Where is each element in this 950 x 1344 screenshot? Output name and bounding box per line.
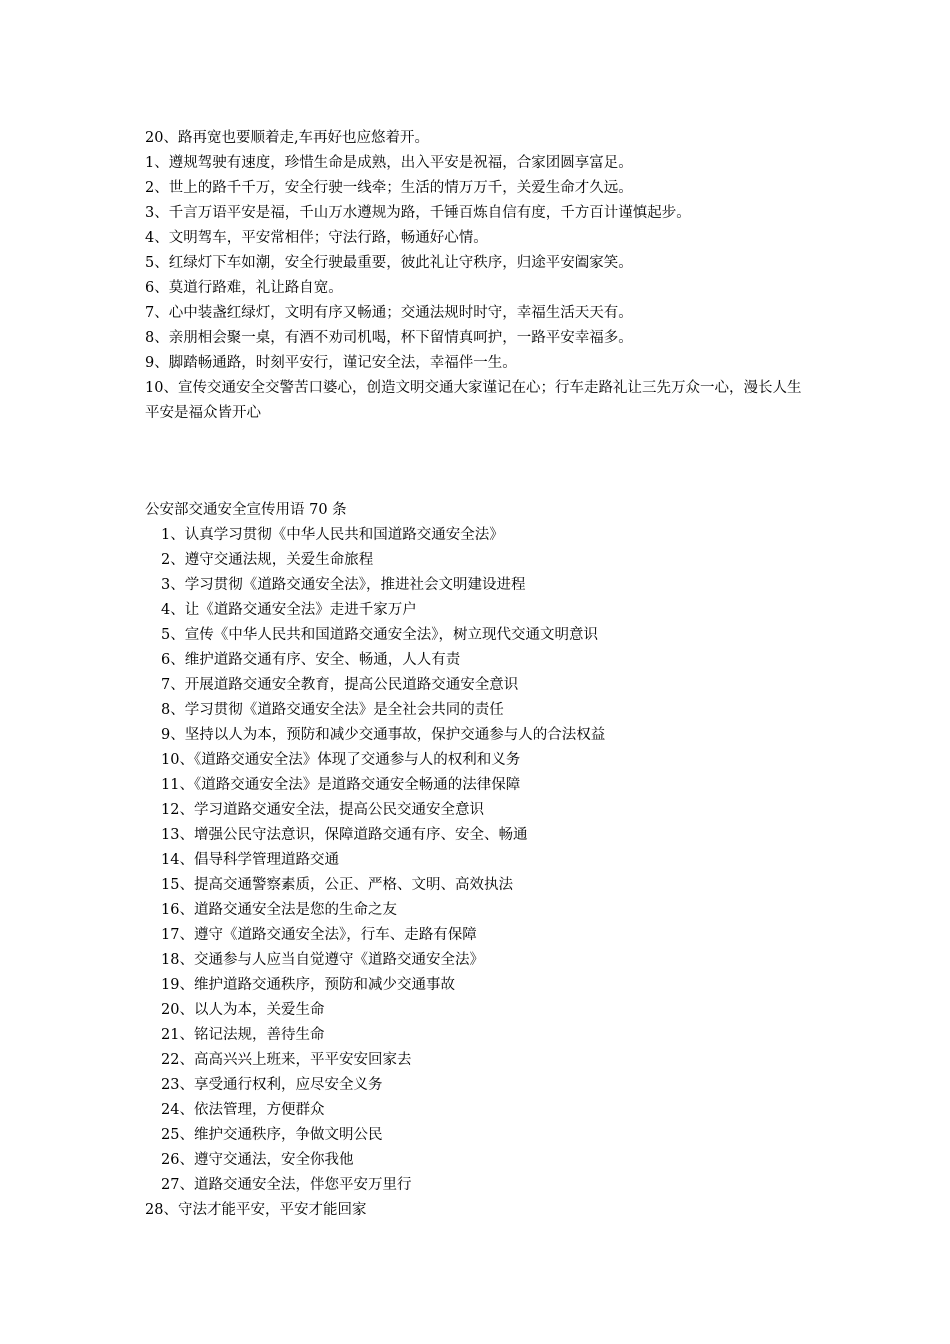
slogan-line: 6、莫道行路难，礼让路自宽。 — [145, 280, 343, 296]
slogan-line: 5、红绿灯下车如潮，安全行驶最重要，彼此礼让守秩序，归途平安阖家笑。 — [145, 255, 633, 271]
slogan-line: 10、宣传交通安全交警苦口婆心，创造文明交通大家谨记在心；行车走路礼让三先万众一心，漫长人生平安是福众皆开心 — [145, 380, 802, 421]
list-item: 19、维护道路交通秩序，预防和减少交通事故 — [161, 977, 455, 993]
ministry-slogans-section — [145, 498, 815, 1223]
list-item: 1、认真学习贯彻《中华人民共和国道路交通安全法》 — [161, 527, 504, 543]
list-item: 11、《道路交通安全法》是道路交通安全畅通的法律保障 — [161, 777, 521, 793]
list-item: 28、守法才能平安，平安才能回家 — [145, 1202, 367, 1218]
list-item: 16、道路交通安全法是您的生命之友 — [161, 902, 397, 918]
list-item: 7、开展道路交通安全教育，提高公民道路交通安全意识 — [161, 677, 519, 693]
list-item: 5、宣传《中华人民共和国道路交通安全法》，树立现代交通文明意识 — [161, 627, 598, 643]
list-item: 14、倡导科学管理道路交通 — [161, 852, 339, 868]
list-item: 4、让《道路交通安全法》走进千家万户 — [161, 602, 417, 618]
list-item: 20、以人为本，关爱生命 — [161, 1002, 325, 1018]
list-item: 25、维护交通秩序，争做文明公民 — [161, 1127, 383, 1143]
list-item: 18、交通参与人应当自觉遵守《道路交通安全法》 — [161, 952, 484, 968]
list-item: 23、享受通行权利，应尽安全义务 — [161, 1077, 383, 1093]
slogan-line: 9、脚踏畅通路，时刻平安行，谨记安全法，幸福伴一生。 — [145, 355, 517, 371]
slogan-line: 3、千言万语平安是福，千山万水遵规为路，千锤百炼自信有度，千方百计谨慎起步。 — [145, 205, 691, 221]
slogan-line: 7、心中装盏红绿灯，文明有序又畅通；交通法规时时守，幸福生活天天有。 — [145, 305, 633, 321]
list-item: 9、坚持以人为本，预防和减少交通事故，保护交通参与人的合法权益 — [161, 727, 606, 743]
list-item: 2、遵守交通法规，关爱生命旅程 — [161, 552, 374, 568]
slogan-line: 8、亲朋相会聚一桌，有酒不劝司机喝，杯下留情真呵护，一路平安幸福多。 — [145, 330, 633, 346]
list-item: 13、增强公民守法意识，保障道路交通有序、安全、畅通 — [161, 827, 528, 843]
list-item: 26、遵守交通法，安全你我他 — [161, 1152, 354, 1168]
section-title: 公安部交通安全宣传用语 70 条 — [145, 502, 347, 518]
slogan-line: 2、世上的路千千万，安全行驶一线牵；生活的情万万千，关爱生命才久远。 — [145, 180, 633, 196]
slogan-list-section — [145, 126, 815, 426]
list-item: 12、学习道路交通安全法，提高公民交通安全意识 — [161, 802, 484, 818]
list-item: 27、道路交通安全法，伴您平安万里行 — [161, 1177, 412, 1193]
list-item: 10、《道路交通安全法》体现了交通参与人的权利和义务 — [161, 752, 521, 768]
list-item: 22、高高兴兴上班来，平平安安回家去 — [161, 1052, 412, 1068]
list-item: 17、遵守《道路交通安全法》，行车、走路有保障 — [161, 927, 477, 943]
slogan-line: 20、路再宽也要顺着走,车再好也应悠着开。 — [145, 130, 430, 146]
list-item: 8、学习贯彻《道路交通安全法》是全社会共同的责任 — [161, 702, 504, 718]
list-item: 6、维护道路交通有序、安全、畅通，人人有责 — [161, 652, 461, 668]
list-item: 21、铭记法规，善待生命 — [161, 1027, 325, 1043]
list-item: 3、学习贯彻《道路交通安全法》，推进社会文明建设进程 — [161, 577, 526, 593]
slogan-line: 1、遵规驾驶有速度，珍惜生命是成熟，出入平安是祝福，合家团圆享富足。 — [145, 155, 633, 171]
slogan-line: 4、文明驾车，平安常相伴；守法行路，畅通好心情。 — [145, 230, 488, 246]
list-item: 15、提高交通警察素质，公正、严格、文明、高效执法 — [161, 877, 513, 893]
list-item: 24、依法管理，方便群众 — [161, 1102, 325, 1118]
